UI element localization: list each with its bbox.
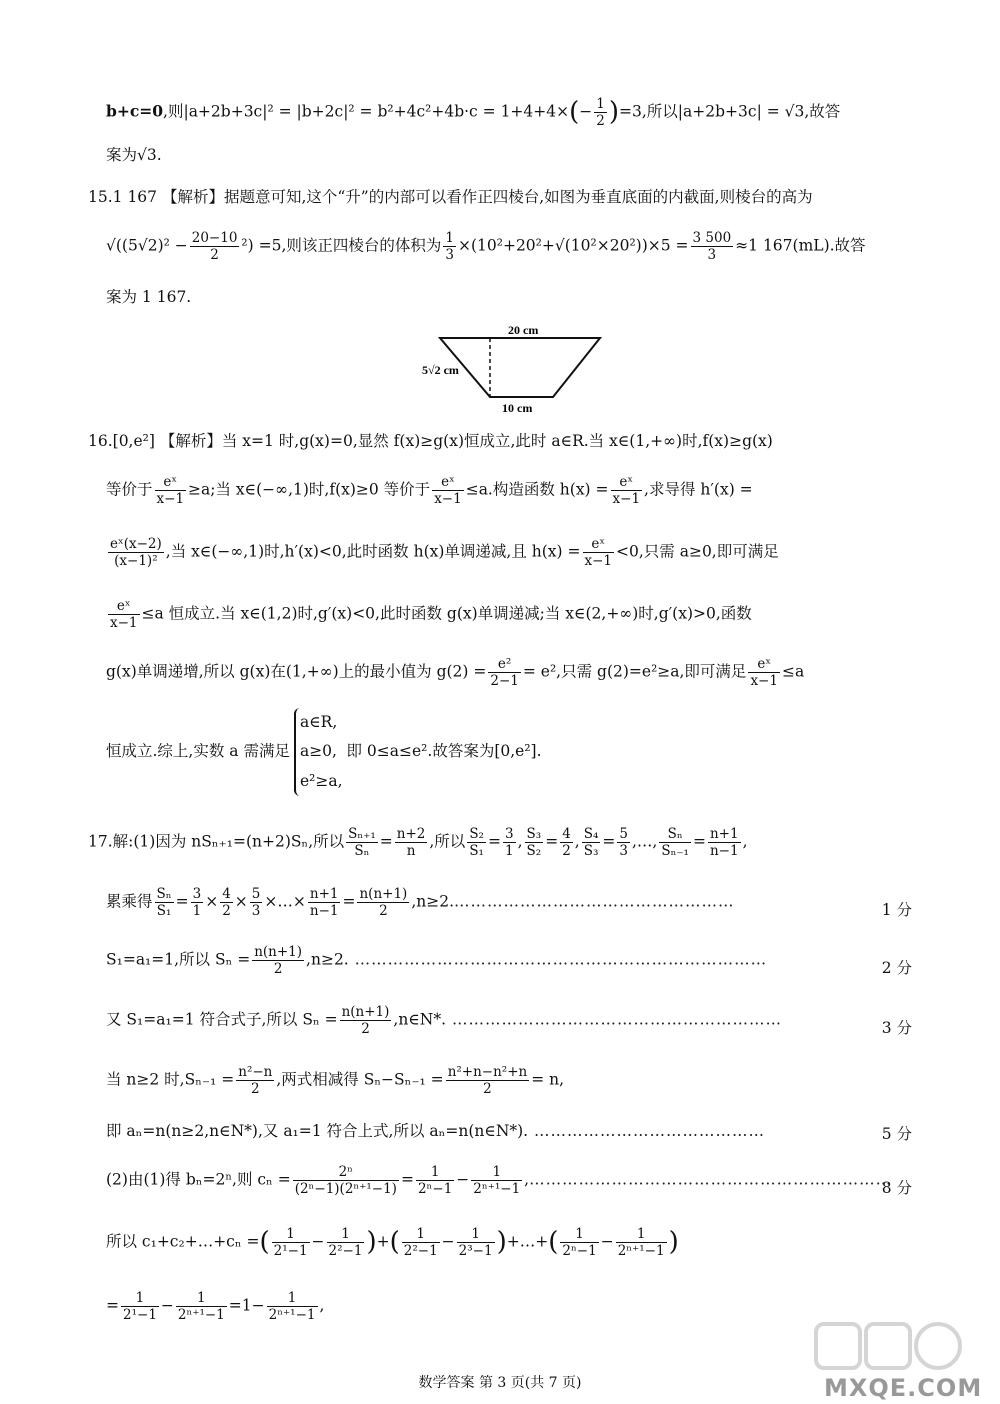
p17-m1-den: 1: [192, 903, 202, 920]
p17-sum-t1b: [327, 1226, 365, 1259]
p17-np1nm1-den: n−1: [709, 843, 739, 860]
trapezoid-outline: [440, 338, 600, 397]
p17-sn-formula-num: n(n+1): [254, 944, 303, 960]
fig-top-label: 20 cm: [508, 323, 539, 337]
p16-frac-b-den: x−1: [434, 491, 462, 508]
p17-t2: ,所以: [429, 832, 466, 851]
p17-eq: =: [400, 1170, 414, 1189]
p16-t6: <0,只需 a≥0,即可满足: [616, 542, 779, 561]
paren-close: ): [496, 1227, 507, 1258]
p17-ratio-den: Sₙ: [354, 843, 370, 860]
p17-t13: 即 aₙ=n(n≥2,n∈N*),又 a₁=1 符合上式,所以 aₙ=n(n∈N*).: [106, 1122, 529, 1140]
p17-m5-den: 2: [379, 903, 388, 920]
p17-line-3: [106, 944, 767, 977]
p16-frac-b: [432, 474, 464, 507]
p17-res-b-num: 1: [176, 1290, 227, 1307]
paren-open: (: [569, 97, 580, 128]
p17-snsnm1-num: Sₙ: [659, 826, 691, 843]
p17-5over3-num: 5: [619, 826, 628, 842]
p14-bc-zero: b+c=0: [106, 101, 164, 121]
p17-sn-formula-2: [340, 1004, 392, 1037]
dot-leader: …………………………………………………………: [529, 1170, 893, 1189]
p16-t3: ≤a.构造函数 h(x) =: [465, 480, 609, 499]
p17-3over1-den: 1: [504, 843, 514, 860]
p16-line-4: [106, 598, 752, 631]
p16-line-1: 16.[0,e²] 【解析】当 x=1 时,g(x)=0,显然 f(x)≥g(x)恒成立,此时 a∈R.当 x∈(1,+∞)时,f(x)≥g(x): [88, 432, 773, 450]
p17-inv-b-num: 1: [471, 1164, 522, 1181]
p17-inv-a-num: 1: [416, 1164, 454, 1181]
p17-line-1: 17.解:(1)因为 nSₙ₊₁=(n+2)Sₙ,所以 $\frac{\text{Sₙ₊₁}}{\text{Sₙ}}$ = $\frac{n+2}{n}$ ,所以 $\frac{\text{S₂}}{\text{S₁}}$ = $\frac{3}{1}$ , $\frac{\text{S₃}}{\text{S₂}}$ = $\frac{4}{2}$ , $\frac{\text{S₄}}{\text{S₃}}$ = $\frac{5}{3}$ ,…, $\frac{\text{Sₙ}}{\text{Sₙ₋₁}}$ = $\frac{n+1}{n-1}$ ,: [88, 826, 748, 860]
p17-m4-den: n−1: [309, 903, 339, 920]
p17-res-c-den: 2ⁿ⁺¹−1: [268, 1307, 316, 1324]
p16-frac-c: [611, 474, 643, 507]
half-num: 1: [596, 96, 605, 112]
p17-np1nm1-num: n+1: [709, 826, 739, 842]
page-footer: 数学答案 第 3 页(共 7 页): [418, 1375, 582, 1391]
p17-t15: 所以 c₁+c₂+…+cₙ =: [106, 1232, 260, 1251]
p17-4over2-den: 2: [562, 843, 571, 860]
fig-bottom-label: 10 cm: [502, 401, 533, 415]
p16-t10: ≤a: [781, 662, 805, 681]
p17-sns1-den: S₁: [156, 903, 172, 920]
p16-deriv-num: eˣ(x−2): [110, 536, 162, 552]
p17-line-2: 累乘得 $\frac{\text{Sₙ}}{\text{S₁}}$ = $\frac{3}{1}$ × $\frac{4}{2}$ × $\frac{5}{3}$ ×…× $\frac{n+1}{n-1}$ = $\frac{n(n+1)}{2}$ ,n≥2.……………………………………………: [106, 886, 735, 920]
p15-line-3: 案为 1 167.: [106, 288, 192, 306]
p17-m3: [250, 886, 263, 919]
p17-sum-t2a-num: 1: [402, 1226, 440, 1243]
p17-t19: ,: [319, 1296, 325, 1315]
p17-5over3: [617, 826, 630, 859]
p17-s2s1: [467, 826, 486, 859]
p17-m1: [191, 886, 204, 919]
p15-volume-expr: ×(10²+20²+√(10²×20²))×5 =: [457, 236, 689, 255]
p16-t9: = e²,只需 g(2)=e²≥a,即可满足: [522, 662, 747, 681]
p17-inv-a: [416, 1164, 454, 1197]
p17-sum-t3b-den: 2ⁿ⁺¹−1: [617, 1243, 665, 1260]
p17-diff-num: n²+n−n²+n: [447, 1064, 528, 1080]
p16-frac-b-num: eˣ: [432, 474, 464, 491]
p15-line-2: [106, 230, 866, 263]
p17-line-4: [106, 1004, 782, 1037]
p17-sns1-num: Sₙ: [156, 886, 172, 902]
p17-snm1-formula: [236, 1064, 274, 1097]
score-5: 5 分: [881, 1125, 912, 1143]
p17-line-6: [106, 1122, 765, 1141]
fig-side-label: 5√2 cm: [422, 363, 459, 377]
p16-t4: ,求导得 h′(x) =: [644, 480, 753, 499]
p17-res-b-den: 2ⁿ⁺¹−1: [177, 1307, 225, 1324]
p16-frac-e-den: x−1: [110, 615, 138, 632]
p16-t5: ,当 x∈(−∞,1)时,h′(x)<0,此时函数 h(x)单调递减,且 h(x) =: [165, 542, 581, 561]
watermark-text: MXQE.COM: [824, 1374, 983, 1402]
p17-sum-t3a-den: 2ⁿ−1: [562, 1243, 597, 1260]
p17-s2s1-den: S₁: [469, 843, 484, 860]
p16-t12: 即 0≤a≤e².故答案为[0,e²].: [346, 742, 542, 761]
dot-leader: ……………………………………………: [454, 892, 735, 911]
p15-third-num: 1: [445, 230, 454, 246]
p17-m2-den: 2: [222, 903, 231, 920]
p17-snsnm1: [659, 826, 691, 859]
p16-sys-1: a∈R,: [299, 713, 338, 731]
p16-t7: ≤a 恒成立.当 x∈(1,2)时,g′(x)<0,此时函数 g(x)单调递减;当 x∈(2,+∞)时,g′(x)>0,函数: [141, 604, 752, 623]
p17-m2-num: 4: [222, 886, 231, 902]
p16-g2-num: e²: [488, 656, 521, 673]
p16-frac-a-num: eˣ: [155, 474, 187, 491]
p17-snm1-den: 2: [251, 1081, 260, 1098]
p17-s4s3: [582, 826, 601, 859]
trapezoid-figure: [410, 318, 620, 418]
p17-res-a: [121, 1290, 159, 1323]
p16-frac-a: [155, 474, 187, 507]
p16-frac-f: [748, 656, 780, 689]
p16-line-5: [106, 656, 804, 689]
p16-frac-d-den: x−1: [584, 553, 613, 570]
p17-sum-t1a-den: 2¹−1: [273, 1243, 308, 1260]
p15-third: [443, 230, 456, 263]
p17-sum-t2a: [402, 1226, 440, 1259]
p17-line-7: (2)由(1)得 bₙ=2ⁿ,则 cₙ = $\frac{\text{2ⁿ}}{\text{(2ⁿ−1)(2ⁿ⁺¹−1)}}$ = $\frac{1}{\text{2ⁿ−1}}$ − $\frac{1}{\text{2ⁿ⁺¹−1}}$ ,…………………………………………………………: [106, 1164, 893, 1198]
p16-frac-deriv: [108, 536, 164, 569]
p17-t1: 17.解:(1)因为 nSₙ₊₁=(n+2)Sₙ,所以: [88, 832, 345, 851]
p16-sys-2: a≥0,: [299, 742, 337, 761]
p17-snsnm1-den: Sₙ₋₁: [661, 843, 689, 860]
p17-cn-frac: [293, 1164, 399, 1197]
p16-frac-e-num: eˣ: [108, 598, 140, 615]
p17-res-c-num: 1: [267, 1290, 318, 1307]
p16-frac-d-num: eˣ: [583, 536, 615, 553]
p15-third-den: 3: [445, 247, 454, 264]
p16-frac-d: [583, 536, 615, 569]
p17-m1-num: 3: [192, 886, 202, 902]
p17-sns1: [155, 886, 174, 919]
p17-3over1: [503, 826, 516, 859]
p17-diff-den: 2: [483, 1081, 492, 1098]
p17-line-9: = $\frac{1}{\text{2¹−1}}$ − $\frac{1}{\text{2ⁿ⁺¹−1}}$ =1− $\frac{1}{\text{2ⁿ⁺¹−1}}$ ,: [106, 1290, 325, 1324]
p17-ratio-2-den: n: [406, 843, 416, 860]
p17-inv-b: [471, 1164, 522, 1197]
p16-frac-e: [108, 598, 140, 631]
p16-frac-f-den: x−1: [750, 673, 778, 690]
p16-line-3: [106, 536, 779, 569]
p17-s3s2-den: S₂: [526, 843, 542, 860]
p17-np1nm1: [708, 826, 741, 859]
p17-sum-t3a: [560, 1226, 598, 1259]
p17-t12: = n,: [531, 1070, 565, 1089]
p14-text-b: =3,所以|a+2b+3c| = √3,故答: [619, 102, 841, 121]
p17-4over2-num: 4: [562, 826, 571, 842]
p15-sqrt-start: √((5√2)² −: [106, 236, 188, 255]
p17-ratio-num: Sₙ₊₁: [348, 826, 376, 842]
p17-res-b: [176, 1290, 227, 1323]
p17-t10: 当 n≥2 时,Sₙ₋₁ =: [106, 1070, 235, 1089]
paren-close: ): [608, 97, 620, 128]
p15-volume-text: ²) =5,则该正四棱台的体积为: [241, 236, 442, 255]
p17-t3: ,…,: [631, 832, 658, 851]
p16-sys-3: e²≥a,: [299, 771, 343, 790]
p17-sum-t2b: [457, 1226, 495, 1259]
p17-m4-num: n+1: [309, 886, 339, 902]
p17-s3s2: [525, 826, 544, 859]
p16-deriv-den: (x−1)²: [114, 553, 158, 570]
p17-3over1-num: 3: [504, 826, 514, 842]
half-den: 2: [596, 113, 605, 130]
score-2: 2 分: [881, 959, 912, 977]
score-8: 8 分: [881, 1179, 912, 1197]
p17-sn-formula-2-num: n(n+1): [341, 1004, 390, 1020]
p17-inv-b-den: 2ⁿ⁺¹−1: [473, 1181, 521, 1198]
p17-ratio-2-num: n+2: [396, 826, 426, 842]
p17-line-8: 所以 c₁+c₂+…+cₙ =( $\frac{1}{\text{2¹−1}}$ − $\frac{1}{\text{2²−1}}$ )+( $\frac{1}{\text{2²−1}}$ − $\frac{1}{\text{2³−1}}$ )+…+( $\frac{1}{\text{2ⁿ−1}}$ − $\frac{1}{\text{2ⁿ⁺¹−1}}$ ): [106, 1226, 679, 1260]
dot-leader: ……………………………………………………: [446, 1010, 782, 1029]
p17-t6: S₁=a₁=1,所以 Sₙ =: [106, 950, 251, 969]
p17-snm1-num: n²−n: [238, 1064, 273, 1080]
dot-leader: …………………………………………………………………: [348, 950, 768, 969]
p17-s4s3-den: S₃: [583, 843, 599, 860]
p17-sn-formula: [252, 944, 304, 977]
p15-volume-result: ≈1 167(mL).故答: [735, 236, 866, 255]
p17-4over2: [560, 826, 573, 859]
p17-t9: ,n∈N*.: [393, 1010, 447, 1029]
p15-line-1: 15.1 167 【解析】据题意可知,这个“升”的内部可以看作正四棱台,如图为垂直底面的内截面,则棱台的高为: [88, 188, 813, 206]
p17-t16: +…+: [506, 1232, 549, 1251]
p17-sum-t1a: [272, 1226, 310, 1259]
p17-sn-formula-den: 2: [273, 961, 283, 978]
paren-open: (: [548, 1227, 559, 1258]
p17-t4: 累乘得: [106, 892, 153, 911]
p15-frac-diff-num: 20−10: [191, 230, 238, 246]
p16-frac-f-num: eˣ: [748, 656, 780, 673]
p14-text-a: ,则|a+2b+3c|² = |b+2c|² = b²+4c²+4b·c = 1+4+4×: [163, 102, 570, 121]
paren-open: (: [259, 1227, 270, 1258]
p16-frac-c-num: eˣ: [611, 474, 643, 491]
p17-sum-t3b: [616, 1226, 667, 1259]
p17-sum-t2b-num: 1: [457, 1226, 495, 1243]
p16-system: [294, 708, 343, 796]
p16-t1: 等价于: [106, 480, 153, 499]
p17-m5-num: n(n+1): [359, 886, 408, 902]
p16-line-2: [106, 474, 753, 507]
p17-res-a-num: 1: [121, 1290, 159, 1307]
p17-m5: [357, 886, 409, 919]
p17-ratio-2: [395, 826, 428, 859]
p17-s2s1-num: S₂: [469, 826, 484, 842]
p17-diff-formula: [446, 1064, 530, 1097]
p17-sum-t2a-den: 2²−1: [403, 1243, 438, 1260]
p17-t7: ,n≥2.: [306, 950, 349, 969]
p17-t8: 又 S₁=a₁=1 符合式子,所以 Sₙ =: [106, 1010, 338, 1029]
p17-5over3-den: 3: [619, 843, 628, 860]
p17-t17: =: [106, 1296, 119, 1315]
p14-line-1: b+c=0,则|a+2b+3c|² = |b+2c|² = b²+4c²+4b·c = 1+4+4×(− $\frac{1}{2}$ )=3,所以|a+2b+3c| = √3,故答: [106, 96, 841, 130]
p15-volume-den: 3: [707, 247, 717, 264]
half-fraction: [594, 96, 607, 129]
p17-sn-formula-2-den: 2: [361, 1021, 370, 1038]
p17-sum-t3a-num: 1: [560, 1226, 598, 1243]
p17-m4: [308, 886, 341, 919]
score-1: 1 分: [881, 901, 912, 919]
p17-sum-t1a-num: 1: [272, 1226, 310, 1243]
paren-open: (: [389, 1227, 400, 1258]
score-3: 3 分: [881, 1019, 912, 1037]
p15-frac-diff: [190, 230, 240, 263]
p17-res-a-den: 2¹−1: [123, 1307, 157, 1324]
p17-s3s2-num: S₃: [526, 826, 542, 842]
p17-s4s3-num: S₄: [583, 826, 599, 842]
p15-frac-diff-den: 2: [210, 247, 219, 264]
p17-sum-t3b-num: 1: [616, 1226, 667, 1243]
dot-leader: ……………………………………: [528, 1122, 766, 1140]
paren-close: ): [366, 1227, 377, 1258]
p17-m3-num: 5: [251, 886, 261, 902]
p16-t8: g(x)单调递增,所以 g(x)在(1,+∞)上的最小值为 g(2) =: [106, 662, 487, 681]
p16-line-6: [106, 708, 542, 796]
p17-res-c: [267, 1290, 318, 1323]
p17-inv-a-den: 2ⁿ−1: [417, 1181, 453, 1198]
p17-t14: (2)由(1)得 bₙ=2ⁿ,则 cₙ =: [106, 1170, 291, 1189]
p17-t18: =1−: [228, 1296, 265, 1315]
p16-frac-g2: [488, 656, 521, 689]
p17-sum-t1b-den: 2²−1: [328, 1243, 363, 1260]
p17-t5: ,n≥2.: [411, 892, 454, 911]
p17-t11: ,两式相减得 Sₙ−Sₙ₋₁ =: [276, 1070, 444, 1089]
p16-t2: ≥a;当 x∈(−∞,1)时,f(x)≥0 等价于: [188, 480, 431, 499]
p17-cn-num: 2ⁿ: [293, 1164, 399, 1181]
p14-line-2: 案为√3.: [106, 146, 162, 164]
p17-sum-t1b-num: 1: [327, 1226, 365, 1243]
p17-ratio: [346, 826, 378, 859]
paren-close: ): [668, 1227, 679, 1258]
p16-g2-den: 2−1: [490, 673, 519, 690]
p17-m2: [220, 886, 233, 919]
p16-frac-c-den: x−1: [612, 491, 641, 508]
p17-m3-den: 3: [251, 903, 261, 920]
p17-sum-t2b-den: 2³−1: [458, 1243, 493, 1260]
p17-cn-den: (2ⁿ−1)(2ⁿ⁺¹−1): [294, 1181, 397, 1198]
p17-line-5: [106, 1064, 564, 1097]
p16-frac-a-den: x−1: [156, 491, 185, 508]
p15-volume-num: 3 500: [692, 230, 732, 246]
p16-t11: 恒成立.综上,实数 a 需满足: [106, 742, 290, 761]
p15-volume-frac: [691, 230, 734, 263]
